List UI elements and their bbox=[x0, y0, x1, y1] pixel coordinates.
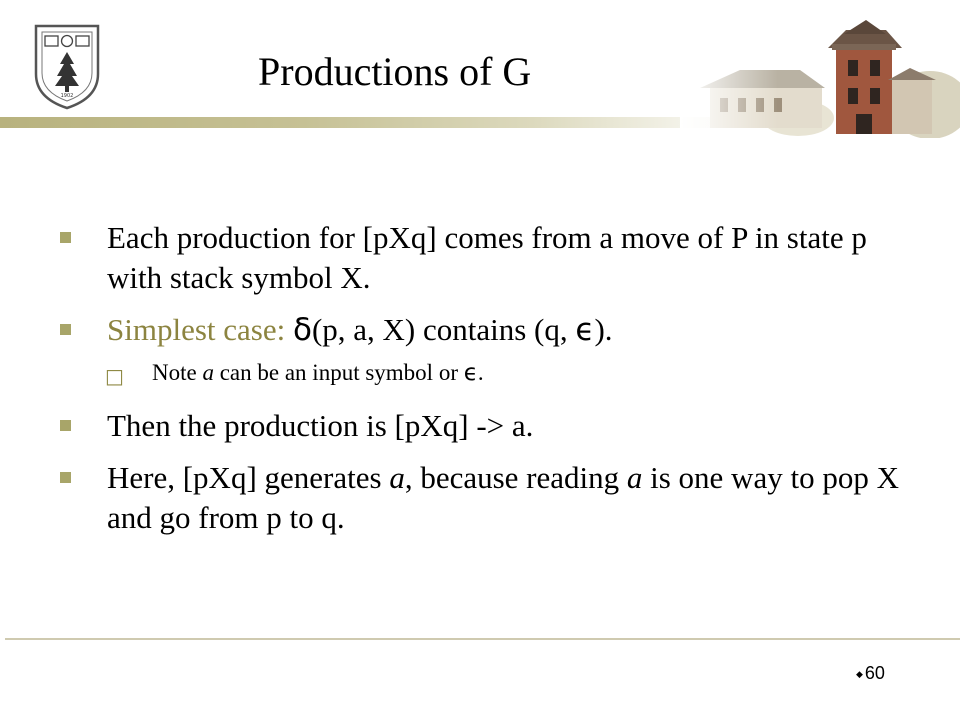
university-logo bbox=[30, 22, 104, 110]
variable-a: a bbox=[389, 460, 405, 495]
square-bullet-icon bbox=[60, 472, 71, 483]
footer-rule bbox=[5, 638, 960, 640]
slide-body bbox=[60, 218, 900, 538]
sub-bullet-text: can be an input symbol or bbox=[213, 360, 464, 385]
bullet-text: Then the production is [pXq] -> a. bbox=[107, 408, 534, 443]
variable-a: a bbox=[626, 460, 643, 495]
sub-bullet-item bbox=[60, 358, 900, 388]
epsilon-symbol: ϵ bbox=[463, 360, 478, 386]
square-bullet-icon bbox=[60, 420, 71, 431]
hollow-square-bullet-icon: □ bbox=[105, 364, 124, 388]
bullet-text: Each production for [pXq] comes from a move of P in state p with stack symbol X. bbox=[107, 220, 867, 295]
bullet-text: , because reading bbox=[404, 460, 627, 495]
building-picture bbox=[680, 10, 960, 138]
bullet-text: (p, a, X) contains (q, bbox=[311, 312, 576, 347]
delta-symbol: δ bbox=[292, 312, 312, 348]
page-number bbox=[856, 663, 885, 684]
page-number-value: 60 bbox=[864, 663, 885, 683]
sub-bullet-text-end: . bbox=[477, 360, 484, 385]
bullet-item bbox=[60, 406, 900, 446]
bullet-item bbox=[60, 458, 900, 538]
sub-bullet-text: Note bbox=[152, 360, 203, 385]
bullet-text: Here, [pXq] generates bbox=[107, 460, 390, 495]
bullet-text-end: ). bbox=[594, 312, 613, 347]
bullet-item bbox=[60, 310, 900, 350]
square-bullet-icon bbox=[60, 232, 71, 243]
square-bullet-icon bbox=[60, 324, 71, 335]
bullet-item bbox=[60, 218, 900, 298]
bullet-text: is one way to pop X and go from p to q. bbox=[107, 460, 899, 535]
header-rule bbox=[0, 117, 760, 128]
logo-year: 1902 bbox=[60, 93, 74, 99]
variable-a: a bbox=[202, 360, 214, 385]
slide-title: Productions of G bbox=[258, 49, 532, 94]
diamond-icon: ◆ bbox=[856, 668, 863, 679]
epsilon-symbol: ϵ bbox=[575, 312, 595, 348]
bullet-highlight-label: Simplest case: bbox=[107, 312, 293, 347]
